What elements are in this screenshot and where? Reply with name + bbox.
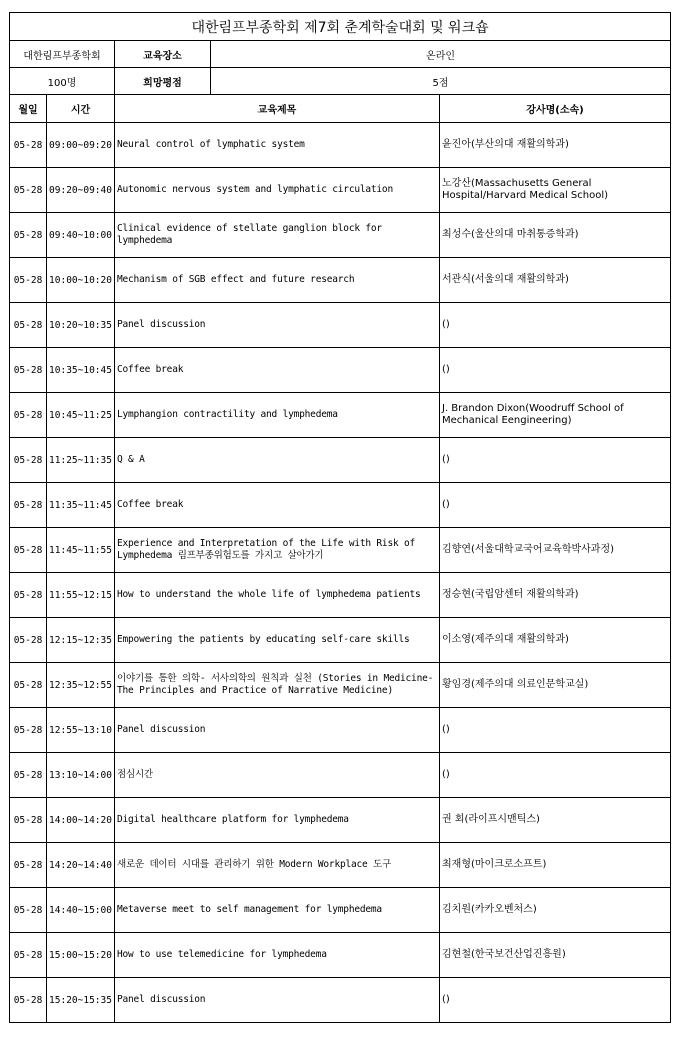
schedule-sheet xyxy=(9,12,670,1023)
row-date: 05-28 xyxy=(10,168,47,213)
table-row xyxy=(10,573,671,618)
row-speaker: 노강산(Massachusetts General Hospital/Harvard Medical School) xyxy=(440,168,671,213)
table-row xyxy=(10,753,671,798)
venue-label: 교육장소 xyxy=(115,41,211,68)
row-time: 12:15~12:35 xyxy=(47,618,115,663)
row-title: Neural control of lymphatic system xyxy=(115,123,440,168)
row-date: 05-28 xyxy=(10,663,47,708)
row-time: 11:55~12:15 xyxy=(47,573,115,618)
row-speaker: 김향연(서울대학교국어교육학박사과정) xyxy=(440,528,671,573)
schedule-table xyxy=(9,12,671,1023)
row-speaker: 정승현(국립암센터 재활의학과) xyxy=(440,573,671,618)
row-title: Empowering the patients by educating self-care skills xyxy=(115,618,440,663)
row-speaker: 서관식(서울의대 재활의학과) xyxy=(440,258,671,303)
row-time: 11:35~11:45 xyxy=(47,483,115,528)
table-row xyxy=(10,618,671,663)
row-date: 05-28 xyxy=(10,213,47,258)
table-row xyxy=(10,123,671,168)
table-row xyxy=(10,798,671,843)
row-date: 05-28 xyxy=(10,303,47,348)
row-date: 05-28 xyxy=(10,753,47,798)
row-date: 05-28 xyxy=(10,348,47,393)
row-speaker: () xyxy=(440,438,671,483)
row-speaker: 황임경(제주의대 의료인문학교실) xyxy=(440,663,671,708)
row-title: Clinical evidence of stellate ganglion block for lymphedema xyxy=(115,213,440,258)
row-date: 05-28 xyxy=(10,438,47,483)
row-title: How to use telemedicine for lymphedema xyxy=(115,933,440,978)
org-name: 대한림프부종학회 xyxy=(10,41,115,68)
row-date: 05-28 xyxy=(10,798,47,843)
row-title: Digital healthcare platform for lymphedema xyxy=(115,798,440,843)
row-speaker: 최재형(마이크로소프트) xyxy=(440,843,671,888)
row-date: 05-28 xyxy=(10,528,47,573)
row-speaker: () xyxy=(440,348,671,393)
table-row xyxy=(10,483,671,528)
header-time: 시간 xyxy=(47,95,115,123)
row-speaker: J. Brandon Dixon(Woodruff School of Mechanical Eengineering) xyxy=(440,393,671,438)
row-time: 14:40~15:00 xyxy=(47,888,115,933)
row-date: 05-28 xyxy=(10,258,47,303)
row-time: 15:00~15:20 xyxy=(47,933,115,978)
header-speaker: 강사명(소속) xyxy=(440,95,671,123)
page-title: 대한림프부종학회 제7회 춘계학술대회 및 워크숍 xyxy=(10,13,671,41)
score-label: 희망평점 xyxy=(115,68,211,95)
row-title: How to understand the whole life of lymphedema patients xyxy=(115,573,440,618)
table-row xyxy=(10,978,671,1023)
table-row xyxy=(10,888,671,933)
table-row xyxy=(10,708,671,753)
row-time: 14:20~14:40 xyxy=(47,843,115,888)
row-date: 05-28 xyxy=(10,978,47,1023)
schedule-rows xyxy=(10,123,671,1023)
row-time: 09:20~09:40 xyxy=(47,168,115,213)
row-speaker: 김치원(카카오벤처스) xyxy=(440,888,671,933)
row-title: Panel discussion xyxy=(115,303,440,348)
row-title: Metaverse meet to self management for lymphedema xyxy=(115,888,440,933)
row-title: 이야기를 통한 의학- 서사의학의 원칙과 실천 (Stories in Medicine- The Principles and Practice of Narrative Medicine) xyxy=(115,663,440,708)
table-row xyxy=(10,663,671,708)
row-time: 10:00~10:20 xyxy=(47,258,115,303)
row-title: Mechanism of SGB effect and future research xyxy=(115,258,440,303)
row-speaker: () xyxy=(440,303,671,348)
row-title: 점심시간 xyxy=(115,753,440,798)
table-row xyxy=(10,528,671,573)
table-row xyxy=(10,258,671,303)
row-title: 새로운 데이터 시대를 관리하기 위한 Modern Workplace 도구 xyxy=(115,843,440,888)
row-date: 05-28 xyxy=(10,888,47,933)
row-title: Lymphangion contractility and lymphedema xyxy=(115,393,440,438)
row-time: 11:25~11:35 xyxy=(47,438,115,483)
table-row xyxy=(10,933,671,978)
row-title: Panel discussion xyxy=(115,978,440,1023)
row-speaker: 이소영(제주의대 재활의학과) xyxy=(440,618,671,663)
table-row xyxy=(10,213,671,258)
row-time: 14:00~14:20 xyxy=(47,798,115,843)
row-speaker: 김현철(한국보건산업진흥원) xyxy=(440,933,671,978)
row-date: 05-28 xyxy=(10,573,47,618)
row-time: 12:55~13:10 xyxy=(47,708,115,753)
row-speaker: 권 회(라이프시맨틱스) xyxy=(440,798,671,843)
row-time: 09:00~09:20 xyxy=(47,123,115,168)
table-row xyxy=(10,168,671,213)
table-row xyxy=(10,438,671,483)
row-date: 05-28 xyxy=(10,843,47,888)
row-time: 10:35~10:45 xyxy=(47,348,115,393)
row-speaker: 최성수(울산의대 마취통증학과) xyxy=(440,213,671,258)
score-value: 5점 xyxy=(211,68,671,95)
row-date: 05-28 xyxy=(10,933,47,978)
row-title: Panel discussion xyxy=(115,708,440,753)
row-date: 05-28 xyxy=(10,708,47,753)
row-title: Autonomic nervous system and lymphatic circulation xyxy=(115,168,440,213)
row-speaker: () xyxy=(440,978,671,1023)
row-title: Experience and Interpretation of the Life with Risk of Lymphedema 림프부종위험도를 가지고 살아가기 xyxy=(115,528,440,573)
row-date: 05-28 xyxy=(10,483,47,528)
header-date: 월일 xyxy=(10,95,47,123)
row-time: 13:10~14:00 xyxy=(47,753,115,798)
row-time: 09:40~10:00 xyxy=(47,213,115,258)
venue-value: 온라인 xyxy=(211,41,671,68)
row-time: 15:20~15:35 xyxy=(47,978,115,1023)
row-date: 05-28 xyxy=(10,618,47,663)
row-title: Coffee break xyxy=(115,483,440,528)
row-speaker: 윤진아(부산의대 재활의학과) xyxy=(440,123,671,168)
table-row xyxy=(10,393,671,438)
row-date: 05-28 xyxy=(10,393,47,438)
row-title: Q & A xyxy=(115,438,440,483)
row-time: 10:45~11:25 xyxy=(47,393,115,438)
table-row xyxy=(10,843,671,888)
header-title: 교육제목 xyxy=(115,95,440,123)
row-time: 12:35~12:55 xyxy=(47,663,115,708)
row-time: 11:45~11:55 xyxy=(47,528,115,573)
table-row xyxy=(10,303,671,348)
row-date: 05-28 xyxy=(10,123,47,168)
row-speaker: () xyxy=(440,708,671,753)
table-row xyxy=(10,348,671,393)
row-time: 10:20~10:35 xyxy=(47,303,115,348)
row-speaker: () xyxy=(440,483,671,528)
capacity-value: 100명 xyxy=(10,68,115,95)
row-title: Coffee break xyxy=(115,348,440,393)
row-speaker: () xyxy=(440,753,671,798)
